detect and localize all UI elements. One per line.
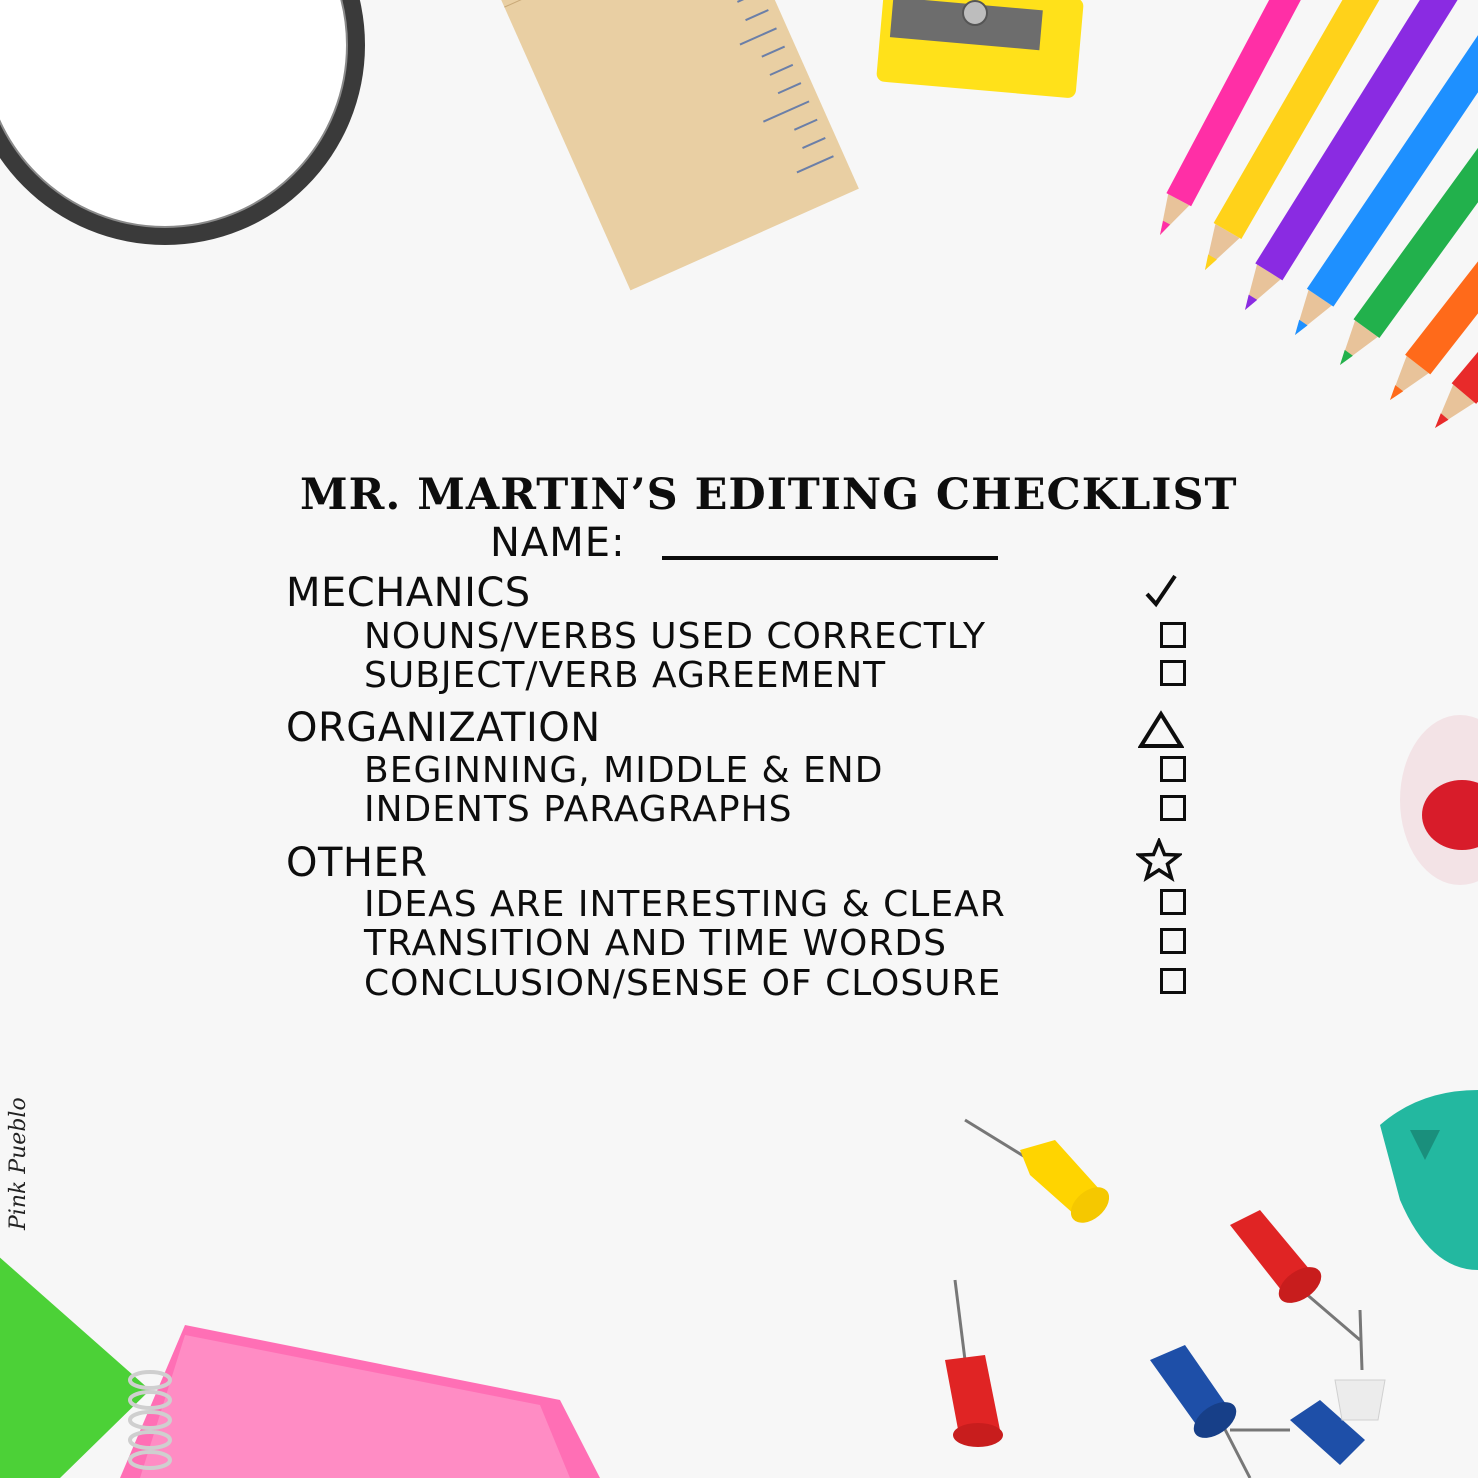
notebook-icon — [0, 1240, 600, 1478]
checklist-item: CONCLUSION/SENSE OF CLOSURE — [364, 963, 1002, 1004]
checkbox — [1160, 622, 1186, 648]
push-pins-icon — [945, 1120, 1385, 1478]
checklist-item: SUBJECT/VERB AGREEMENT — [364, 655, 887, 696]
paint-pot-icon — [1400, 715, 1478, 885]
pencil-sharpener-icon — [876, 0, 1084, 99]
red-pin-icon — [1230, 1210, 1360, 1340]
red-pin-icon — [945, 1280, 1003, 1447]
ruler-icon — [492, 0, 859, 290]
section-heading-mechanics: MECHANICS — [286, 570, 531, 616]
stamp-title: MR. MARTIN’S EDITING CHECKLIST — [300, 470, 1238, 520]
magnifier-icon — [0, 0, 365, 245]
section-heading-other: OTHER — [286, 840, 428, 886]
checklist-item: BEGINNING, MIDDLE & END — [364, 750, 884, 791]
triangle-icon — [1138, 710, 1184, 750]
section-heading-organization: ORGANIZATION — [286, 705, 601, 751]
tape-dispenser-icon — [1380, 1090, 1478, 1270]
checklist-item: INDENTS PARAGRAPHS — [364, 789, 793, 830]
colored-pencils-icon — [1148, 0, 1478, 438]
checkbox — [1160, 928, 1186, 954]
watermark: Pink Pueblo — [6, 1097, 31, 1230]
check-icon — [1143, 572, 1183, 612]
star-icon — [1136, 838, 1182, 882]
checkbox — [1160, 795, 1186, 821]
checkbox — [1160, 968, 1186, 994]
blue-pin-icon — [1150, 1345, 1250, 1478]
yellow-pin-icon — [965, 1120, 1116, 1230]
checkbox — [1160, 756, 1186, 782]
checklist-item: TRANSITION AND TIME WORDS — [364, 923, 947, 964]
name-line — [662, 556, 998, 560]
checklist-item: IDEAS ARE INTERESTING & CLEAR — [364, 884, 1006, 925]
name-label: NAME: — [490, 520, 626, 566]
checkbox — [1160, 889, 1186, 915]
checkbox — [1160, 660, 1186, 686]
checklist-item: NOUNS/VERBS USED CORRECTLY — [364, 616, 987, 657]
